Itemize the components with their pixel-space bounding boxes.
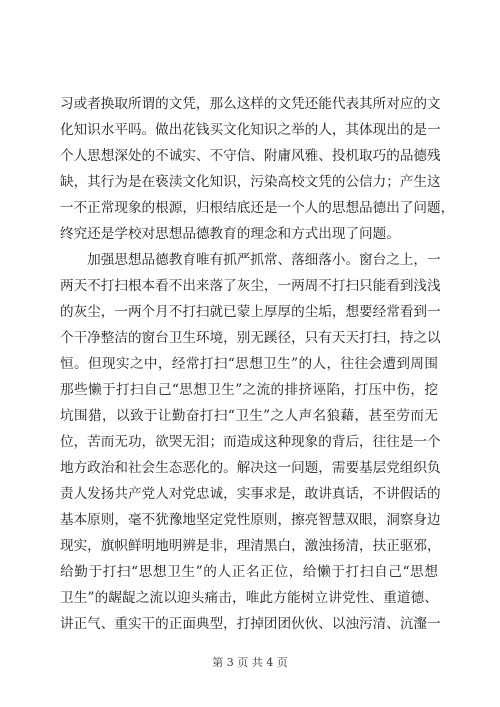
text-line: 恒。但现实之中，经常打扫“思想卫生”的人，往往会遭到周围 — [60, 356, 438, 372]
text-line: 基本原则，毫不犹豫地坚定党性原则，擦亮智慧双眼，洞察身边 — [60, 512, 441, 528]
text-line: 那些懒于打扫自己“思想卫生”之流的排挤诬陷，打压中伤，挖 — [60, 382, 438, 398]
text-line: 加强思想品德教育唯有抓严抓常、落细落小。窗台之上，一 — [60, 252, 441, 268]
text-line: 给勤于打扫“思想卫生”的人正名正位，给懒于打扫自己“思想 — [60, 564, 438, 580]
text-line: 坑围猎，以致于让勤奋打扫“卫生”之人声名狼藉，甚至劳而无 — [60, 408, 438, 424]
text-line: 化知识水平吗。做出花钱买文化知识之举的人，其体现出的是一 — [60, 122, 441, 138]
text-line: 个人思想深处的不诚实、不守信、附庸风雅、投机取巧的品德残 — [60, 148, 441, 164]
text-line: 的灰尘，一两个月不打扫就已蒙上厚厚的尘垢，想要经常看到一 — [60, 304, 441, 320]
text-line: 责人发扬共产党人对党忠诚，实事求是，敢讲真话，不讲假话的 — [60, 486, 441, 502]
text-line: 两天不打扫根本看不出来落了灰尘，一两周不打扫只能看到浅浅 — [60, 278, 441, 294]
text-line: 习或者换取所谓的文凭，那么这样的文凭还能代表其所对应的文 — [60, 96, 441, 112]
text-line: 位，苦而无功，欲哭无泪；而造成这种现象的背后，往往是一个 — [60, 434, 441, 450]
text-line: 终究还是学校对思想品德教育的理念和方式出现了问题。 — [60, 226, 400, 242]
page-footer: 第 3 页 共 4 页 — [212, 656, 288, 669]
text-line: 卫生”的龌龊之流以迎头痛击，唯此方能树立讲党性、重道德、 — [60, 590, 438, 606]
text-line: 一不正常现象的根源，归根结底还是一个人的思想品德出了问题， — [60, 200, 455, 216]
text-line: 缺，其行为是在亵渎文化知识，污染高校文凭的公信力；产生这 — [60, 174, 441, 190]
text-line: 现实，旗帜鲜明地明辨是非，理清黑白，激浊扬清，扶正驱邪， — [60, 538, 441, 554]
text-line: 地方政治和社会生态恶化的。解决这一问题，需要基层党组织负 — [60, 460, 441, 476]
text-line: 讲正气、重实干的正面典型，打掉团团伙伙、以浊污清、沆瀣一 — [60, 616, 441, 632]
text-line: 个干净整洁的窗台卫生环境，别无蹊径，只有天天打扫，持之以 — [60, 330, 441, 346]
